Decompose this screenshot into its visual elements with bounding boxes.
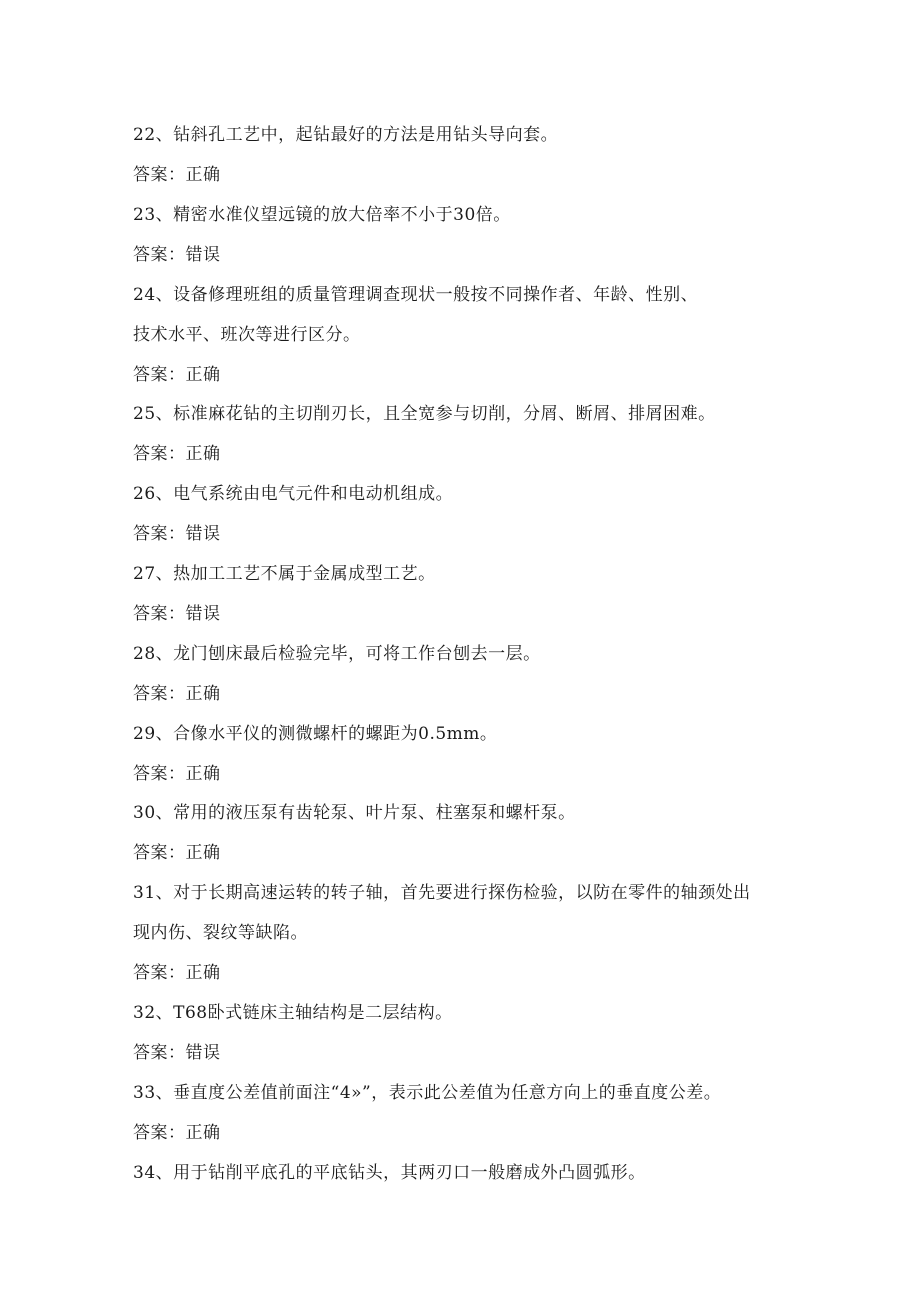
question-24-line2: 技术水平、班次等进行区分。	[133, 325, 361, 345]
question-26: 26、电气系统由电气元件和电动机组成。	[133, 484, 454, 504]
question-29: 29、合像水平仪的测微螺杆的螺距为0.5mm。	[133, 724, 498, 744]
answer-24: 答案：正确	[133, 365, 221, 385]
answer-30: 答案：正确	[133, 843, 221, 863]
question-23: 23、精密水准仪望远镜的放大倍率不小于30倍。	[133, 205, 511, 225]
question-27: 27、热加工工艺不属于金属成型工艺。	[133, 564, 436, 584]
question-25: 25、标准麻花钻的主切削刃长，且全宽参与切削，分屑、断屑、排屑困难。	[133, 404, 716, 424]
answer-27: 答案：错误	[133, 604, 221, 624]
question-33: 33、垂直度公差值前面注“4»”，表示此公差值为任意方向上的垂直度公差。	[133, 1083, 722, 1103]
question-31-line2: 现内伤、裂纹等缺陷。	[133, 923, 308, 943]
answer-22: 答案：正确	[133, 165, 221, 185]
answer-23: 答案：错误	[133, 245, 221, 265]
question-22: 22、钻斜孔工艺中，起钻最好的方法是用钻头导向套。	[133, 125, 559, 145]
question-34: 34、用于钻削平底孔的平底钻头，其两刃口一般磨成外凸圆弧形。	[133, 1163, 646, 1183]
answer-26: 答案：错误	[133, 524, 221, 544]
question-30: 30、常用的液压泵有齿轮泵、叶片泵、柱塞泵和螺杆泵。	[133, 803, 576, 823]
question-24-line1: 24、设备修理班组的质量管理调查现状一般按不同操作者、年龄、性别、	[133, 285, 699, 305]
answer-31: 答案：正确	[133, 963, 221, 983]
answer-33: 答案：正确	[133, 1123, 221, 1143]
answer-28: 答案：正确	[133, 684, 221, 704]
question-32: 32、T68卧式链床主轴结构是二层结构。	[133, 1003, 453, 1023]
question-31-line1: 31、对于长期高速运转的转子轴，首先要进行探伤检验，以防在零件的轴颈处出	[133, 883, 751, 903]
answer-32: 答案：错误	[133, 1043, 221, 1063]
question-28: 28、龙门刨床最后检验完毕，可将工作台刨去一层。	[133, 644, 541, 664]
answer-25: 答案：正确	[133, 444, 221, 464]
answer-29: 答案：正确	[133, 764, 221, 784]
